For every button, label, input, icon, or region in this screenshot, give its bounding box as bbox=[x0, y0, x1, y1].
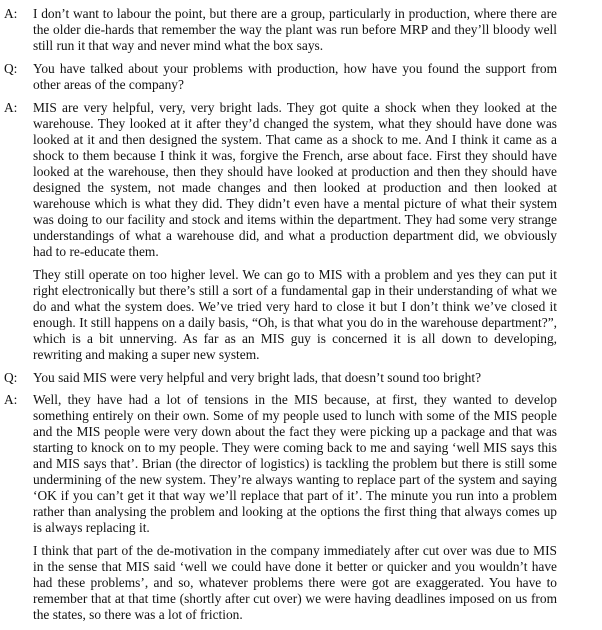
answer-text bbox=[33, 392, 557, 623]
question-block-2 bbox=[0, 370, 602, 386]
paragraph: MIS are very helpful, very, very bright lads. They got quite a shock when they looked at the warehouse. They looked at it after they’d changed the system, what they should have done was looked at it and then designed the system. That came as a shock to me. And I think it came as a shock to them because I think it was, forgive the French, arse about face. First they should have looked at the warehouse, then they should have looked at production and then they should have designed the system, not made changes and then looked at production and then looked at warehouse which is what they did. They didn’t even have a mental picture of what their system was doing to our facility and stock and items within the department. They had some very strange understandings of what a warehouse did, and what a production department did, we obviously had to re-educate them. bbox=[33, 100, 557, 259]
question-block-1 bbox=[0, 61, 602, 93]
question-text bbox=[33, 370, 557, 386]
interview-transcript bbox=[0, 6, 602, 630]
paragraph: You have talked about your problems with production, how have you found the support from other areas of the company? bbox=[33, 61, 557, 92]
speaker-label: A: bbox=[4, 100, 18, 115]
paragraph: They still operate on too higher level. We can go to MIS with a problem and yes they can put it right electronically but there’s still a sort of a fundamental gap in their understanding of what we do and what the system does. We’ve tried very hard to close it but I don’t think we’ve closed it enough. It still happens on a daily basis, “Oh, is that what you do in the warehouse department?”, which is a bit unnerving. As far as an MIS guy is concerned it is all down to developing, rewriting and making a super new system. bbox=[33, 267, 557, 362]
paragraph: You said MIS were very helpful and very bright lads, that doesn’t sound too bright? bbox=[33, 370, 482, 385]
answer-text bbox=[33, 6, 557, 54]
paragraph: I think that part of the de-motivation in the company immediately after cut over was due to MIS in the sense that MIS said ‘well we could have done it better or quicker and you wouldn’t have had these problems’, and so, whatever problems there were got are exaggerated. You have to remember that at that time (shortly after cut over) we were having deadlines imposed on us from the states, so there was a lot of friction. bbox=[33, 543, 557, 622]
answer-block-1 bbox=[0, 6, 602, 54]
answer-block-3 bbox=[0, 392, 602, 623]
speaker-label: Q: bbox=[4, 61, 18, 76]
speaker-label: A: bbox=[4, 392, 18, 407]
speaker-label: Q: bbox=[4, 370, 18, 385]
answer-block-2 bbox=[0, 100, 602, 363]
paragraph: Well, they have had a lot of tensions in the MIS because, at first, they wanted to develop something entirely on their own. Some of my people used to lunch with some of the MIS people and the MIS people were very down about the fact they were picking up a package and that was starting to knock on to my people. They were coming back to me and saying ‘well MIS says this and MIS says that’. Brian (the director of logistics) is tackling the problem but there is still some undermining of the new system. They’re always wanting to replace part of the system and saying ‘OK if you can’t get it that way we’ll replace that part of it’. The minute you run into a problem rather than analysing the problem and looking at the options the first thing that always comes up is always replacing it. bbox=[33, 392, 557, 535]
question-text bbox=[33, 61, 557, 93]
answer-text bbox=[33, 100, 557, 363]
paragraph: I don’t want to labour the point, but there are a group, particularly in production, where there are the older die-hards that remember the way the plant was run before MRP and they’ll bloody well still run it that way and never mind what the box says. bbox=[33, 6, 557, 53]
speaker-label: A: bbox=[4, 6, 18, 21]
